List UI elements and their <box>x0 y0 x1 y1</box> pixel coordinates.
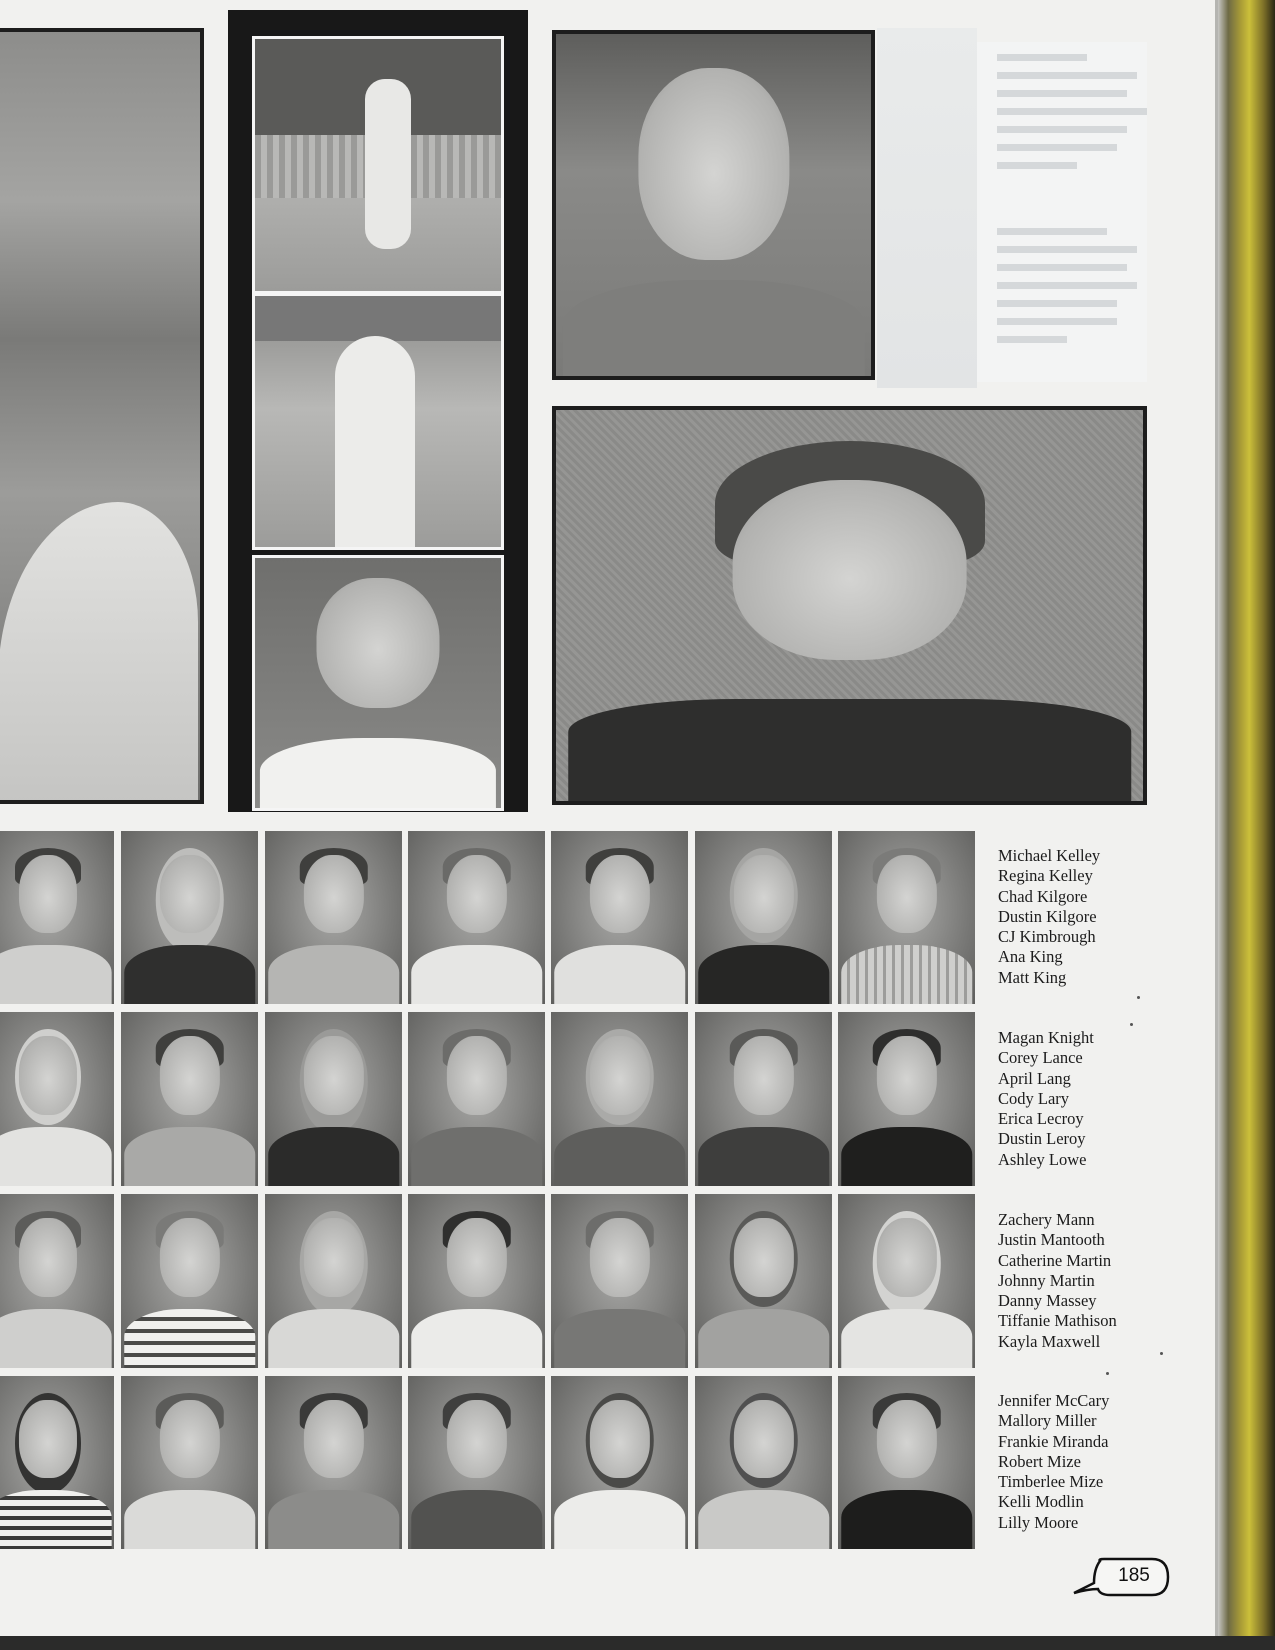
portrait-kayla-maxwell <box>838 1194 975 1368</box>
portrait-danny-massey <box>551 1194 688 1368</box>
student-name: Ashley Lowe <box>998 1149 1087 1169</box>
student-name: Danny Massey <box>998 1291 1097 1311</box>
page-number: 185 <box>1118 1565 1150 1586</box>
student-name: Ana King <box>998 947 1063 967</box>
student-name: Zachery Mann <box>998 1210 1095 1229</box>
name-list-row-2 <box>998 1028 1094 1170</box>
name-list-row-1 <box>998 846 1100 988</box>
student-name: Michael Kelley <box>998 846 1101 865</box>
portrait-frankie-miranda <box>265 1376 402 1549</box>
portrait-timberlee-mize <box>551 1376 688 1549</box>
portrait-dustin-leroy <box>695 1012 832 1186</box>
student-name: Kayla Maxwell <box>998 1331 1101 1351</box>
student-name: Erica Lecroy <box>998 1109 1084 1129</box>
student-name: Dustin Leroy <box>998 1129 1086 1149</box>
portrait-tiffanie-mathison <box>695 1194 832 1368</box>
student-candid-portrait <box>252 555 504 811</box>
portrait-regina-kelley <box>121 831 258 1004</box>
student-name: Dustin Kilgore <box>998 906 1097 926</box>
student-name: Frankie Miranda <box>998 1431 1109 1451</box>
portrait-catherine-martin <box>265 1194 402 1368</box>
student-name: Kelli Modlin <box>998 1492 1084 1512</box>
student-name: Mallory Miller <box>998 1411 1097 1431</box>
boy-pulling-shirt-photo <box>552 406 1147 805</box>
portrait-erica-lecroy <box>551 1012 688 1186</box>
student-name: April Lang <box>998 1068 1071 1088</box>
student-name: Magan Knight <box>998 1028 1094 1047</box>
student-name: Robert Mize <box>998 1451 1081 1471</box>
faded-caption-panel-2 <box>977 42 1147 382</box>
scan-bottom-edge <box>0 1636 1275 1650</box>
speck <box>1137 996 1140 999</box>
portrait-mallory-miller <box>121 1376 258 1549</box>
portrait-jennifer-mccary <box>0 1376 114 1549</box>
student-name: Justin Mantooth <box>998 1230 1105 1250</box>
portrait-lilly-moore <box>838 1376 975 1549</box>
portrait-robert-mize <box>408 1376 545 1549</box>
portrait-cody-lary <box>408 1012 545 1186</box>
portrait-ana-king <box>695 831 832 1004</box>
softball-player-photo <box>252 293 504 550</box>
portrait-michael-kelley <box>0 831 114 1004</box>
softball-pitcher-photo <box>252 36 504 294</box>
portrait-chad-kilgore <box>265 831 402 1004</box>
portrait-matt-king <box>838 831 975 1004</box>
name-list-row-3 <box>998 1210 1117 1352</box>
student-name: Cody Lary <box>998 1088 1070 1108</box>
student-name: Corey Lance <box>998 1048 1083 1068</box>
speck <box>1160 1352 1163 1355</box>
large-candid-photo-left <box>0 28 204 804</box>
portrait-johnny-martin <box>408 1194 545 1368</box>
student-name: Jennifer McCary <box>998 1391 1110 1410</box>
portrait-april-lang <box>265 1012 402 1186</box>
student-name: Johnny Martin <box>998 1270 1095 1290</box>
portrait-cj-kimbrough <box>551 831 688 1004</box>
speck <box>1130 1023 1133 1026</box>
student-name: Tiffanie Mathison <box>998 1311 1117 1331</box>
candid-photo-panel <box>228 10 528 812</box>
student-name: Lilly Moore <box>998 1512 1079 1532</box>
portrait-dustin-kilgore <box>408 831 545 1004</box>
student-name: CJ Kimbrough <box>998 927 1096 947</box>
name-list-row-4 <box>998 1391 1109 1533</box>
girl-smiling-photo <box>552 30 875 380</box>
portrait-ashley-lowe <box>838 1012 975 1186</box>
student-name: Timberlee Mize <box>998 1472 1104 1492</box>
portrait-justin-mantooth <box>121 1194 258 1368</box>
faded-caption-panel <box>877 28 977 388</box>
student-name: Chad Kilgore <box>998 886 1088 906</box>
portrait-magan-knight <box>0 1012 114 1186</box>
portrait-kelli-modlin <box>695 1376 832 1549</box>
binding-edge <box>1218 0 1275 1650</box>
student-name: Catherine Martin <box>998 1250 1112 1270</box>
student-name: Regina Kelley <box>998 866 1093 886</box>
student-name: Matt King <box>998 967 1067 987</box>
portrait-corey-lance <box>121 1012 258 1186</box>
speck <box>1106 1372 1109 1375</box>
portrait-zachery-mann <box>0 1194 114 1368</box>
